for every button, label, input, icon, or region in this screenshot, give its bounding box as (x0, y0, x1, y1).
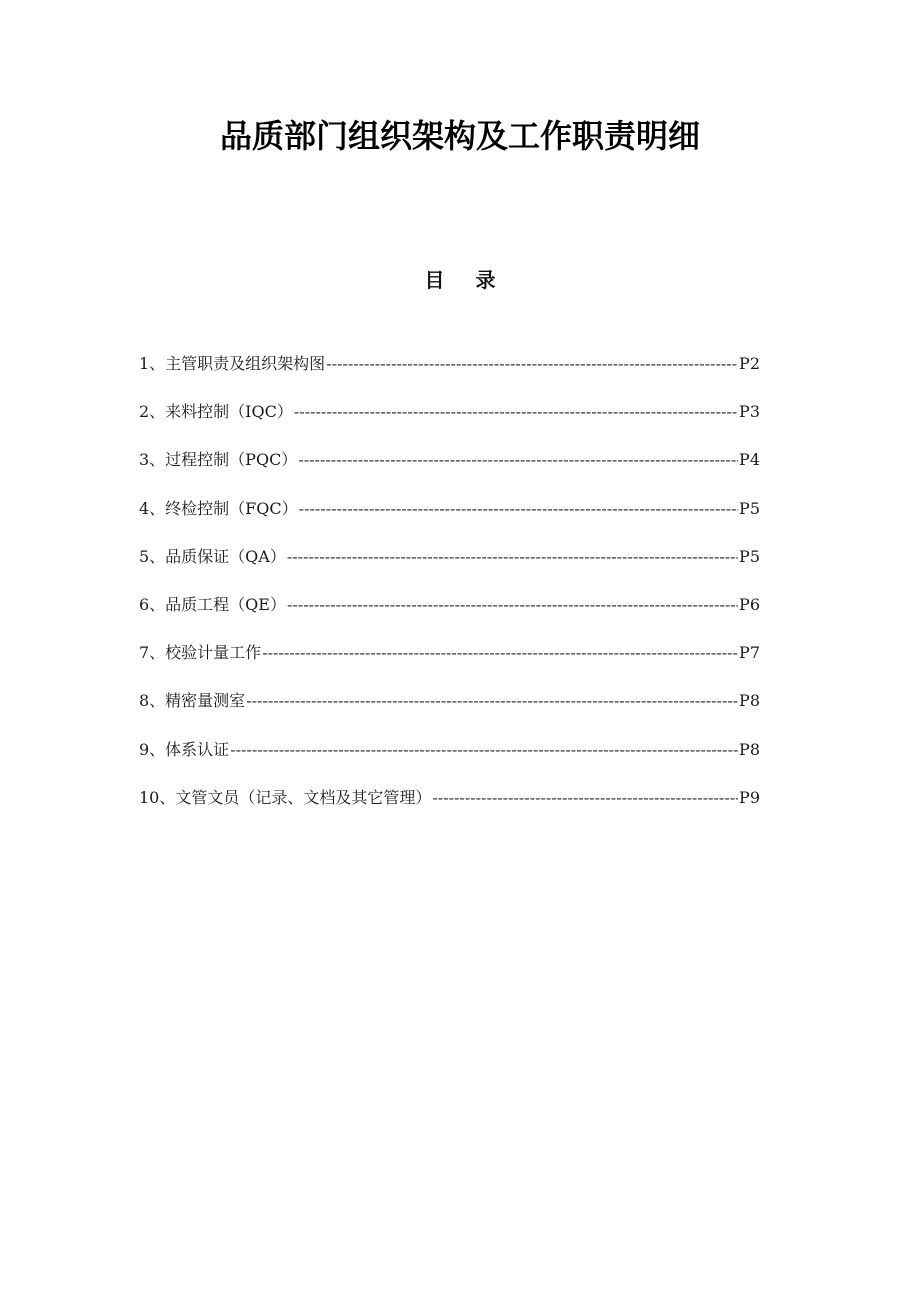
toc-entry-page: P7 (739, 643, 760, 663)
toc-entry[interactable] (139, 495, 760, 543)
toc-entry-label: 5、品质保证（QA） (139, 546, 286, 566)
toc-entry-page: P8 (739, 739, 760, 759)
toc-entry-page: P5 (739, 498, 760, 518)
toc-entry-page: P6 (739, 594, 760, 614)
toc-entry[interactable] (139, 736, 760, 784)
toc-entry-label: 6、品质工程（QE） (139, 594, 286, 614)
toc-dot-leader (262, 639, 738, 667)
toc-entry-label: 10、文管文员（记录、文档及其它管理） (139, 787, 432, 807)
toc-entry[interactable] (139, 639, 760, 687)
toc-entry-label: 1、主管职责及组织架构图 (139, 354, 326, 373)
toc-dot-leader (287, 543, 738, 571)
toc-dot-leader (230, 736, 738, 764)
document-title: 品质部门组织架构及工作职责明细 (219, 117, 700, 155)
toc-entry-label: 4、终检控制（FQC） (139, 498, 298, 518)
toc-entry[interactable] (139, 350, 760, 398)
toc-entry-label: 9、体系认证 (139, 739, 230, 759)
toc-entry-label: 3、过程控制（PQC） (139, 450, 298, 470)
toc-heading: 目 录 (424, 268, 508, 292)
toc-entry-label: 8、精密量测室 (139, 691, 246, 711)
toc-dot-leader (299, 495, 738, 523)
toc-dot-leader (294, 398, 738, 426)
toc-entry-page: P5 (739, 546, 760, 566)
toc-dot-leader (246, 687, 738, 715)
toc-entry-page: P2 (739, 354, 760, 373)
toc-entry-label: 2、来料控制（IQC） (139, 402, 293, 422)
toc-entry[interactable] (139, 446, 760, 494)
toc-entry-page: P4 (739, 450, 760, 470)
toc-entry-label: 7、校验计量工作 (139, 643, 262, 663)
toc-dot-leader (326, 350, 738, 378)
toc-entry[interactable] (139, 543, 760, 591)
toc-entry-page: P3 (739, 402, 760, 422)
toc-entry[interactable] (139, 591, 760, 639)
toc-dot-leader (298, 446, 738, 474)
toc-entry-page: P9 (739, 787, 760, 807)
toc-entry[interactable] (139, 784, 760, 832)
toc-entry[interactable] (139, 687, 760, 735)
toc-entry[interactable] (139, 398, 760, 446)
toc-dot-leader (432, 784, 738, 812)
toc-dot-leader (287, 591, 738, 619)
toc-entry-page: P8 (739, 691, 760, 711)
table-of-contents (139, 350, 760, 832)
